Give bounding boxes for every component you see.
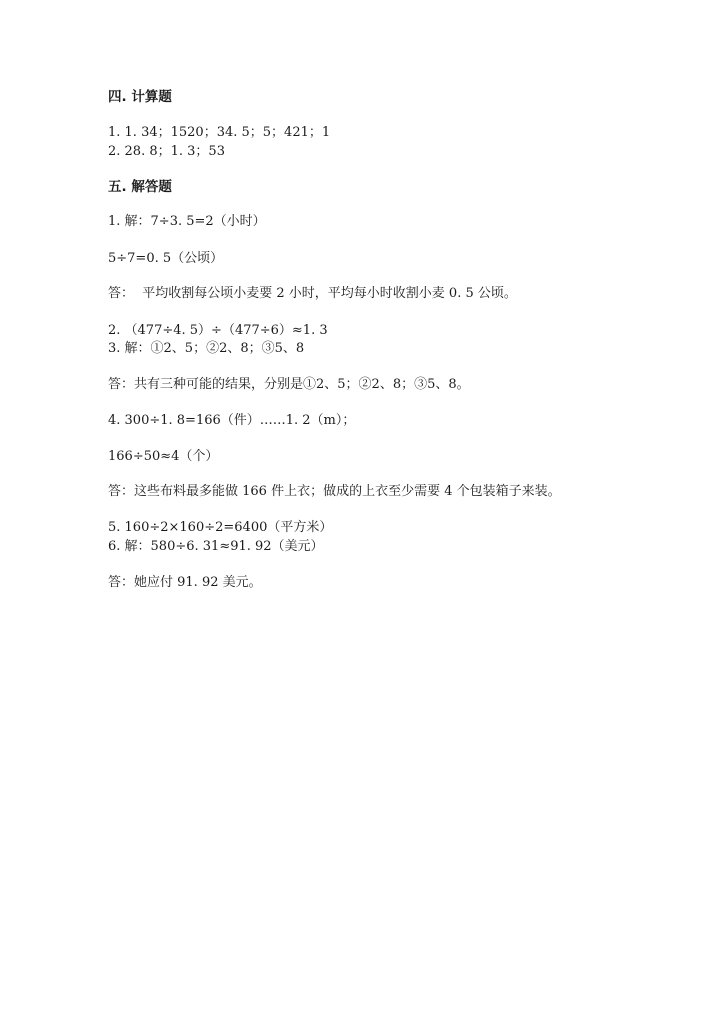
answer-line-5-2: 5÷7=0. 5（公顷） — [108, 251, 224, 266]
answer-line-5-3: 答： 平均收割每公顷小麦要 2 小时，平均每小时收割小麦 0. 5 公顷。 — [108, 286, 517, 301]
answer-line-5-12: 答：她应付 91. 92 美元。 — [108, 575, 262, 590]
answer-line-5-10: 5. 160÷2×160÷2=6400（平方米） — [108, 520, 333, 535]
answer-line-5-5: 3. 解：①2、5；②2、8；③5、8 — [108, 341, 305, 356]
answer-line-5-11: 6. 解：580÷6. 31≈91. 92（美元） — [108, 539, 324, 554]
answer-line-4-1: 1. 1. 34；1520；34. 5；5；421；1 — [108, 125, 331, 140]
section-4-heading: 四. 计算题 — [108, 89, 172, 105]
answer-line-5-7: 4. 300÷1. 8=166（件）……1. 2（m）； — [108, 413, 356, 428]
answer-line-4-2: 2. 28. 8；1. 3；53 — [108, 144, 225, 159]
answer-line-5-8: 166÷50≈4（个） — [108, 449, 219, 464]
answer-line-5-1: 1. 解：7÷3. 5=2（小时） — [108, 214, 266, 229]
answer-line-5-9: 答：这些布料最多能做 166 件上衣；做成的上衣至少需要 4 个包装箱子来装。 — [108, 484, 561, 499]
section-5-heading: 五. 解答题 — [108, 179, 172, 195]
answer-line-5-6: 答：共有三种可能的结果，分别是①2、5；②2、8；③5、8。 — [108, 377, 470, 392]
answer-line-5-4: 2. （477÷4. 5）÷（477÷6）≈1. 3 — [108, 323, 328, 338]
